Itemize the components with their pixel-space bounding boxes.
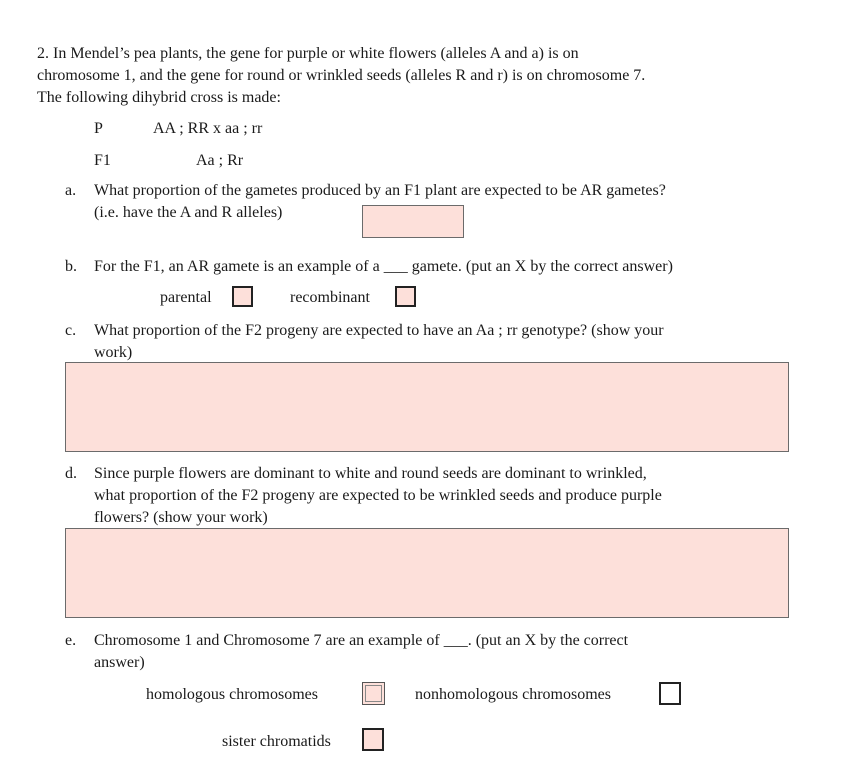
question-d-line-1: Since purple flowers are dominant to white and round seeds are dominant to wrinkled, (94, 465, 647, 482)
question-b-line-1: For the F1, an AR gamete is an example of a ___ gamete. (put an X by the correct answer) (94, 258, 673, 275)
intro-line-3: The following dihybrid cross is made: (37, 89, 281, 106)
question-e-line-2: answer) (94, 654, 145, 671)
homologous-checkbox[interactable] (362, 682, 385, 705)
answer-a-field[interactable] (362, 205, 464, 238)
question-c-line-1: What proportion of the F2 progeny are expected to have an Aa ; rr genotype? (show your (94, 322, 664, 339)
question-d-line-3: flowers? (show your work) (94, 509, 268, 526)
recombinant-checkbox[interactable] (395, 286, 416, 307)
answer-c-field[interactable] (65, 362, 789, 452)
cross-p-label: P (94, 120, 103, 137)
parental-checkbox[interactable] (232, 286, 253, 307)
intro-line-1: 2. In Mendel’s pea plants, the gene for purple or white flowers (alleles A and a) is on (37, 45, 579, 62)
option-sister-chromatids-label: sister chromatids (222, 733, 331, 750)
cross-p-value: AA ; RR x aa ; rr (153, 120, 263, 137)
option-nonhomologous-label: nonhomologous chromosomes (415, 686, 611, 703)
question-c-letter: c. (65, 322, 77, 339)
question-a-line-2: (i.e. have the A and R alleles) (94, 204, 283, 221)
option-homologous-label: homologous chromosomes (146, 686, 318, 703)
question-d-letter: d. (65, 465, 77, 482)
question-e-letter: e. (65, 632, 77, 649)
question-a-line-1: What proportion of the gametes produced by an F1 plant are expected to be AR gametes? (94, 182, 666, 199)
nonhomologous-checkbox[interactable] (659, 682, 681, 705)
sister-chromatids-checkbox[interactable] (362, 728, 384, 751)
cross-f1-value: Aa ; Rr (196, 152, 244, 169)
question-e-line-1: Chromosome 1 and Chromosome 7 are an example of ___. (put an X by the correct (94, 632, 629, 649)
option-parental-label: parental (160, 289, 212, 306)
option-recombinant-label: recombinant (290, 289, 370, 306)
question-c-line-2: work) (94, 344, 133, 361)
cross-f1-label: F1 (94, 152, 111, 169)
question-a-letter: a. (65, 182, 77, 199)
intro-line-2: chromosome 1, and the gene for round or wrinkled seeds (alleles R and r) is on chromosome 7. (37, 67, 646, 84)
answer-d-field[interactable] (65, 528, 789, 618)
question-b-letter: b. (65, 258, 77, 275)
question-d-line-2: what proportion of the F2 progeny are expected to be wrinkled seeds and produce purple (94, 487, 662, 504)
